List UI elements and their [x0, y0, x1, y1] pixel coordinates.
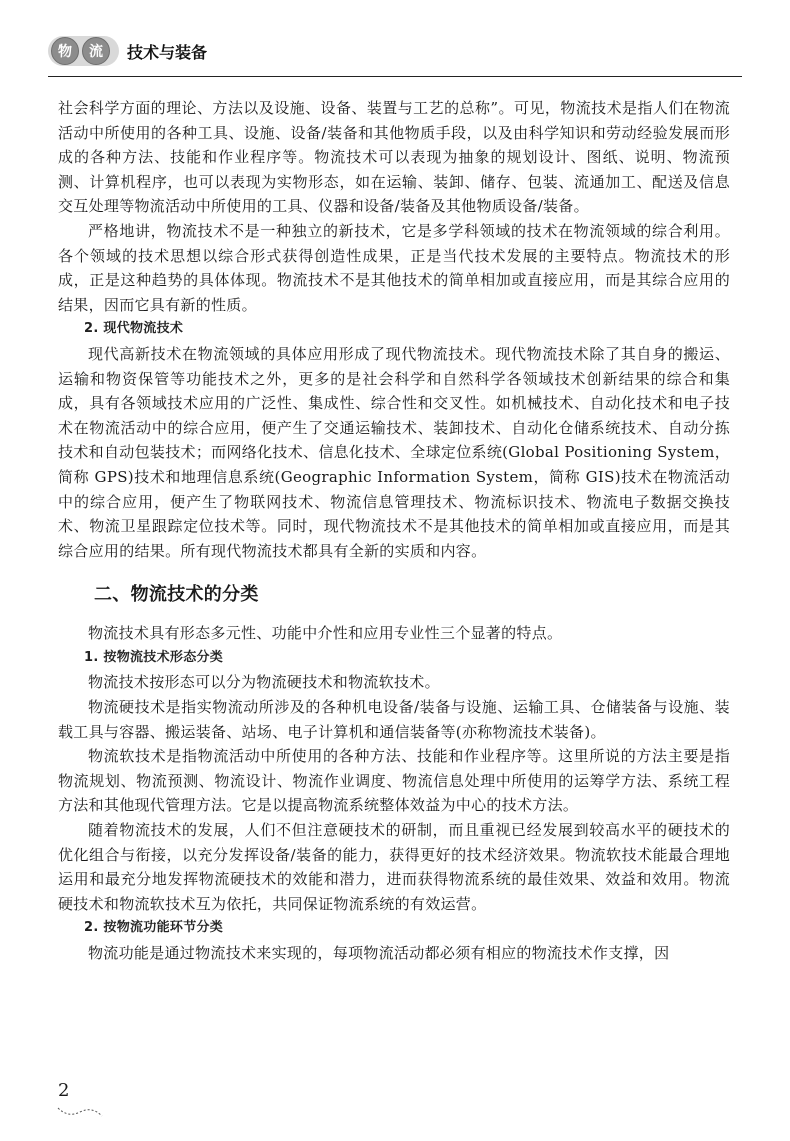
- paragraph-7: 物流软技术是指物流活动中所使用的各种方法、技能和作业程序等。这里所说的方法主要是指物流规划、物流预测、物流设计、物流作业调度、物流信息处理中所使用的运筹学方法、系统工程方法和其他现代管理方法。它是以提高物流系统整体效益为中心的技术方法。: [58, 747, 730, 815]
- paragraph-2: 严格地讲，物流技术不是一种独立的新技术，它是多学科领域的技术在物流领域的综合利用。各个领域的技术思想以综合形式获得创造性成果，正是当代技术发展的主要特点。物流技术的形成，正是这种趋势的具体体现。物流技术不是其他技术的简单相加或直接应用，而是其综合应用的结果，因而它具有新的性质。: [58, 221, 730, 314]
- header-rule: [48, 76, 742, 77]
- subheading-modern-tech: 2. 现代物流技术: [84, 321, 184, 337]
- paragraph-8: 随着物流技术的发展，人们不但注意硬技术的研制，而且重视已经发展到较高水平的硬技术的优化组合与衔接，以充分发挥设备/装备的能力，获得更好的技术经济效果。物流软技术能最合理地运用和最充分地发挥物流硬技术的效能和潜力，进而获得物流系统的最佳效果、效益和效用。物流硬技术和物流软技术互为依托，共同保证物流系统的有效运营。: [58, 821, 730, 913]
- paragraph-4: 物流技术具有形态多元性、功能中介性和应用专业性三个显著的特点。: [88, 624, 563, 643]
- page-body: [58, 96, 730, 966]
- page-ornament-icon: [56, 1104, 104, 1120]
- header-title: 技术与装备: [127, 42, 208, 62]
- page-number: 2: [58, 1080, 70, 1101]
- running-header: [48, 34, 207, 68]
- paragraph-9: 物流功能是通过物流技术来实现的，每项物流活动都必须有相应的物流技术作支撑，因: [88, 944, 670, 962]
- paragraph-5: 物流技术按形态可以分为物流硬技术和物流软技术。: [88, 673, 440, 692]
- subheading-by-form: 1. 按物流技术形态分类: [84, 649, 224, 665]
- section-heading: 二、物流技术的分类: [94, 584, 259, 606]
- subheading-by-function: 2. 按物流功能环节分类: [84, 920, 224, 936]
- paragraph-1: 社会科学方面的理论、方法以及设施、设备、装置与工艺的总称”。可见，物流技术是指人们在物流活动中所使用的各种工具、设施、设备/装备和其他物质手段，以及由科学知识和劳动经验发展而形成的各种方法、技能和作业程序等。物流技术可以表现为抽象的规划设计、图纸、说明、物流预测、计算机程序，也可以表现为实物形态，如在运输、装卸、储存、包装、流通加工、配送及信息交互处理等物流活动中所使用的工具、仪器和设备/装备及其他物质设备/装备。: [58, 99, 730, 216]
- paragraph-6: 物流硬技术是指实物流动所涉及的各种机电设备/装备与设施、运输工具、仓储装备与设施、装载工具与容器、搬运装备、站场、电子计算机和通信装备等(亦称物流技术装备)。: [58, 698, 730, 741]
- logo-char-2: 流: [82, 37, 110, 65]
- logo-badge: [48, 36, 119, 66]
- logo-char-1: 物: [51, 37, 79, 65]
- paragraph-3: 现代高新技术在物流领域的具体应用形成了现代物流技术。现代物流技术除了其自身的搬运、运输和物资保管等功能技术之外，更多的是社会科学和自然科学各领域技术创新结果的综合和集成，具有各领域技术应用的广泛性、集成性、综合性和交叉性。如机械技术、自动化技术和电子技术在物流活动中的综合应用，便产生了交通运输技术、装卸技术、自动化仓储系统技术、自动分拣技术和自动包装技术；而网络化技术、信息化技术、全球定位系统(Global Positioning System，简称 GPS)技术和地理信息系统(Geographic Information System，简称 GIS)技术在物流活动中的综合应用，便产生了物联网技术、物流信息管理技术、物流标识技术、物流电子数据交换技术、物流卫星跟踪定位技术等。同时，现代物流技术不是其他技术的简单相加或直接应用，而是其综合应用的结果。所有现代物流技术都具有全新的实质和内容。: [58, 344, 730, 560]
